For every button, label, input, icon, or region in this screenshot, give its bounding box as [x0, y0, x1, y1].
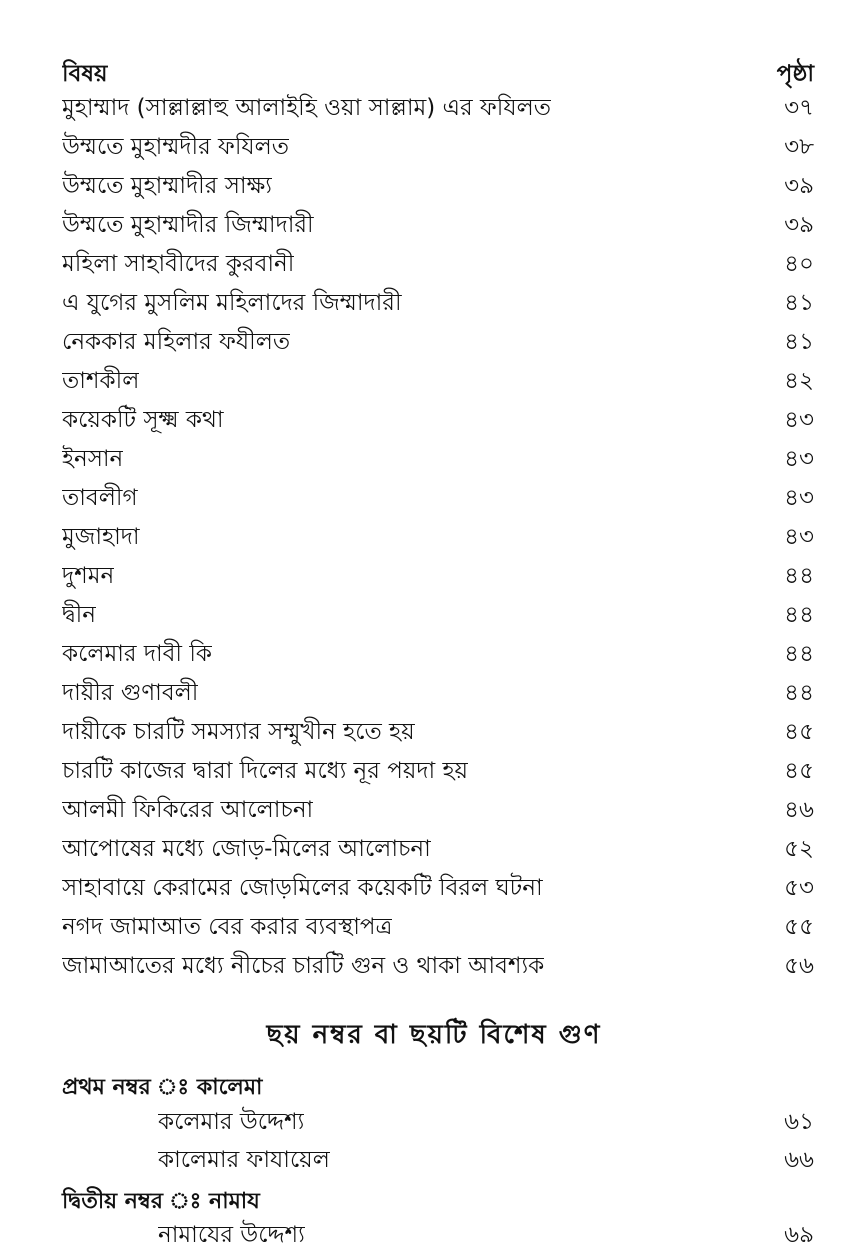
entry-page: ৪৩ — [784, 407, 814, 433]
entry-page: ৫৫ — [784, 914, 814, 940]
entry-title: নেককার মহিলার ফযীলত — [62, 329, 291, 355]
toc-entry — [62, 207, 814, 243]
toc-entry — [62, 402, 814, 438]
entry-page: ৪৪ — [784, 602, 814, 628]
entry-page: ৬১ — [784, 1109, 814, 1135]
entry-title: নামাযের উদ্দেশ্য — [158, 1222, 305, 1248]
toc-subentry — [158, 1104, 814, 1140]
entry-title: চারটি কাজের দ্বারা দিলের মধ্যে নূর পয়দা হয় — [62, 758, 469, 784]
entry-page: ৪১ — [784, 290, 814, 316]
toc-entry — [62, 480, 814, 516]
toc-entry — [62, 831, 814, 867]
entry-page: ৪১ — [784, 329, 814, 355]
entry-page: ৩৯ — [784, 212, 814, 238]
toc-entry — [62, 597, 814, 633]
category-label: প্রথম নম্বর ঃ কালেমা — [62, 1075, 263, 1100]
entry-title: মুহাম্মাদ (সাল্লাল্লাহু আলাইহি ওয়া সাল্লাম) এর ফযিলত — [62, 95, 552, 121]
entry-page: ৪৪ — [784, 563, 814, 589]
entry-title: উম্মতে মুহাম্মাদীর সাক্ষ্য — [62, 173, 272, 199]
toc-entry — [62, 363, 814, 399]
entry-title: কলেমার উদ্দেশ্য — [158, 1109, 305, 1135]
toc-entry — [62, 714, 814, 750]
entry-page: ৪২ — [784, 368, 814, 394]
toc-entry — [62, 636, 814, 672]
toc-entry — [62, 675, 814, 711]
toc-entry — [62, 90, 814, 126]
entry-title: জামাআতের মধ্যে নীচের চারটি গুন ও থাকা আবশ্যক — [62, 953, 545, 979]
toc-entry — [62, 324, 814, 360]
entry-title: উম্মতে মুহাম্মদীর ফযিলত — [62, 134, 290, 160]
entry-page: ৫৩ — [784, 875, 814, 901]
entry-title: দুশমন — [62, 563, 115, 589]
toc-entry — [62, 558, 814, 594]
entry-title: দায়ীর গুণাবলী — [62, 680, 199, 706]
toc-subentry — [158, 1217, 814, 1253]
entry-page: ৪৩ — [784, 524, 814, 550]
entry-title: মুজাহাদা — [62, 524, 140, 550]
category-label: দ্বিতীয় নম্বর ঃ নামায — [62, 1189, 260, 1214]
entry-title: আপোষের মধ্যে জোড়-মিলের আলোচনা — [62, 836, 431, 862]
entry-page: ৩৯ — [784, 173, 814, 199]
entry-title: এ যুগের মুসলিম মহিলাদের জিম্মাদারী — [62, 290, 402, 316]
entry-page: ৪৪ — [784, 641, 814, 667]
entry-title: সাহাবায়ে কেরামের জোড়মিলের কয়েকটি বিরল ঘটনা — [62, 875, 543, 901]
entry-page: ৪৩ — [784, 485, 814, 511]
entry-page: ৪৬ — [784, 797, 814, 823]
entry-page: ৩৭ — [784, 95, 814, 121]
entry-title: কলেমার দাবী কি — [62, 641, 212, 667]
entry-title: তাবলীগ — [62, 485, 138, 511]
toc-entry — [62, 753, 814, 789]
toc-entry — [62, 129, 814, 165]
entry-page: ৩৮ — [784, 134, 814, 160]
entry-page: ৬৯ — [784, 1222, 814, 1248]
entry-page: ৬৬ — [784, 1147, 814, 1173]
entry-title: নগদ জামাআত বের করার ব্যবস্থাপত্র — [62, 914, 393, 940]
entry-page: ৪৪ — [784, 680, 814, 706]
subject-heading: বিষয় — [62, 61, 108, 87]
toc-entry — [62, 870, 814, 906]
entry-page: ৫৬ — [784, 953, 814, 979]
toc-subentry — [158, 1142, 814, 1178]
page-heading: পৃষ্ঠা — [776, 61, 814, 87]
entry-title: দায়ীকে চারটি সমস্যার সম্মুখীন হতে হয় — [62, 719, 415, 745]
entry-page: ৪৫ — [784, 719, 814, 745]
toc-entry — [62, 441, 814, 477]
entry-title: দ্বীন — [62, 602, 96, 628]
entry-title: কালেমার ফাযায়েল — [158, 1147, 330, 1173]
toc-entry — [62, 285, 814, 321]
toc-entry — [62, 909, 814, 945]
section-title: ছয় নম্বর বা ছয়টি বিশেষ গুণ — [266, 1020, 602, 1050]
toc-header — [62, 56, 814, 92]
entry-page: ৪৫ — [784, 758, 814, 784]
entry-page: ৪০ — [784, 251, 814, 277]
toc-entry — [62, 246, 814, 282]
toc-entry — [62, 519, 814, 555]
entry-page: ৫২ — [784, 836, 814, 862]
entry-title: আলমী ফিকিরের আলোচনা — [62, 797, 314, 823]
entry-title: কয়েকটি সূক্ষ্ম কথা — [62, 407, 224, 433]
entry-title: তাশকীল — [62, 368, 140, 394]
entry-page: ৪৩ — [784, 446, 814, 472]
entry-title: মহিলা সাহাবীদের কুরবানী — [62, 251, 295, 277]
entry-title: ইনসান — [62, 446, 124, 472]
toc-entry — [62, 168, 814, 204]
toc-entry — [62, 792, 814, 828]
toc-entry — [62, 948, 814, 984]
entry-title: উম্মতে মুহাম্মাদীর জিম্মাদারী — [62, 212, 314, 238]
